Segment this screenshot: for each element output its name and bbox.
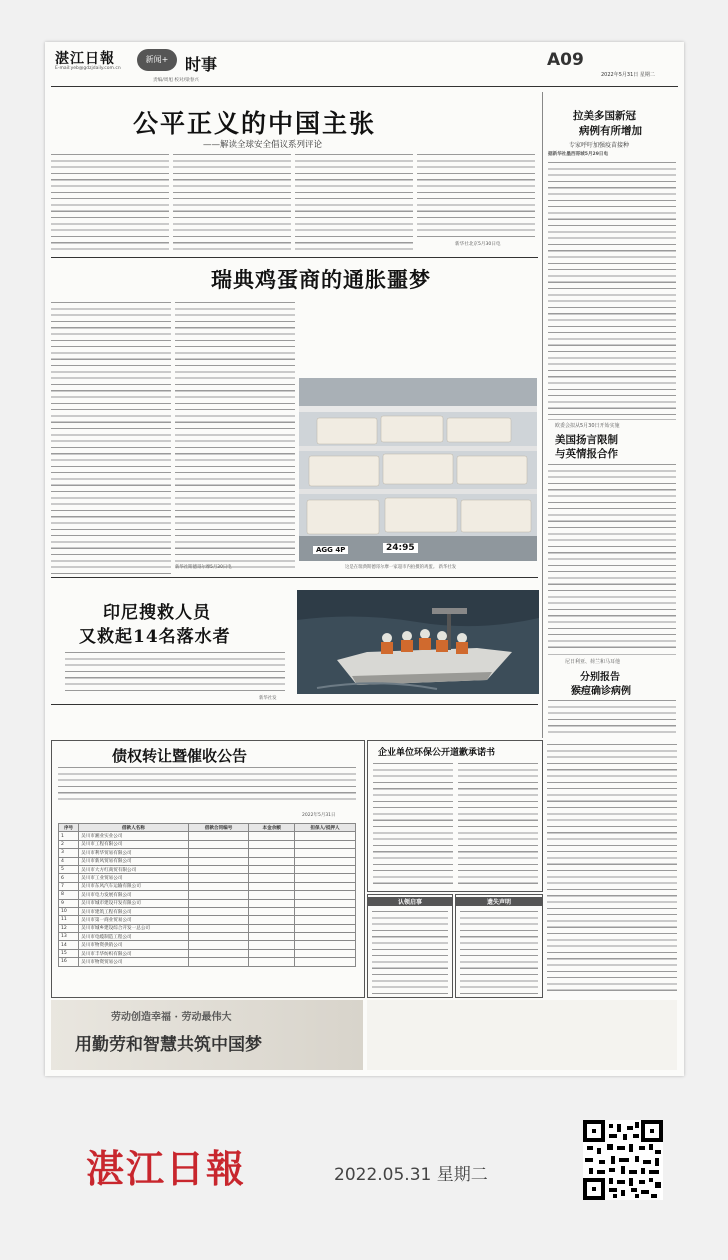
right-story3-title-2: 猴痘确诊病例 <box>571 686 631 697</box>
egg-photo-caption: 这是在瑞典斯德哥尔摩一家超市内拍摄的鸡蛋。 新华社发 <box>345 565 457 570</box>
lost-notice-body <box>460 909 538 995</box>
table-cell: 吴川市工程有限公司 <box>79 840 189 848</box>
table-cell: 8 <box>59 891 79 899</box>
indonesia-title-1: 印尼搜救人员 <box>103 603 211 623</box>
sweden-body-col1 <box>51 300 171 576</box>
table-cell: 9 <box>59 899 79 907</box>
env-notice-col2 <box>458 761 538 886</box>
right-story1-lead: 据新华社墨西哥城5月29日电 <box>548 152 609 157</box>
table-cell <box>249 899 295 907</box>
table-row <box>59 941 356 949</box>
right-story1-body <box>548 160 676 415</box>
table-cell <box>295 832 356 840</box>
table-cell: 吴川市物资贸易公司 <box>79 958 189 966</box>
table-cell <box>249 882 295 890</box>
right-story2-kicker: 欧委会拟从5月30日开始实施 <box>555 423 620 429</box>
lead-subtitle: ——解读全球安全倡议系列评论 <box>203 140 323 150</box>
claim-notice-title: 认领启事 <box>368 897 452 906</box>
debt-notice-body <box>58 765 356 805</box>
price-tag-left: AGG 4P <box>313 546 348 554</box>
table-cell <box>188 857 249 865</box>
newspaper-page <box>45 42 684 1076</box>
sweden-bottom-rule <box>51 577 538 578</box>
col-header: 借款合同编号 <box>188 824 249 832</box>
table-row <box>59 933 356 941</box>
table-cell <box>249 941 295 949</box>
table-cell: 6 <box>59 874 79 882</box>
price-tag-right: 24:95 <box>383 543 418 553</box>
lead-body-col3 <box>295 152 413 252</box>
right-story3-rule <box>548 654 676 655</box>
masthead: 湛江日報 <box>55 51 115 67</box>
table-cell: 吴川市新风贸易有限公司 <box>79 857 189 865</box>
table-cell: 吴川市建筑工程有限公司 <box>79 907 189 915</box>
table-cell <box>188 849 249 857</box>
table-cell: 吴川市电力发展有限公司 <box>79 891 189 899</box>
table-row <box>59 865 356 873</box>
lead-title: 公平正义的中国主张 <box>133 109 377 138</box>
lost-notice-title: 遗失声明 <box>456 897 542 906</box>
table-cell <box>249 832 295 840</box>
debt-notice-date: 2022年5月31日 <box>302 813 336 818</box>
lead-body-col4 <box>417 152 535 238</box>
table-cell <box>249 924 295 932</box>
table-cell <box>188 933 249 941</box>
table-cell: 吴川市第一商业贸易公司 <box>79 916 189 924</box>
right-story2-rule <box>548 419 676 420</box>
table-cell <box>249 958 295 966</box>
claim-notice-box <box>367 894 453 998</box>
header-email: E-mail:yeb@gdzjdaily.com.cn <box>55 66 121 71</box>
table-cell: 吴川市工业贸易公司 <box>79 874 189 882</box>
col-header: 本金余额 <box>249 824 295 832</box>
table-cell <box>295 899 356 907</box>
claim-notice-body <box>372 909 448 995</box>
table-cell <box>249 857 295 865</box>
table-cell <box>249 865 295 873</box>
table-row <box>59 916 356 924</box>
table-cell: 13 <box>59 933 79 941</box>
footer-logo: 湛江日報 <box>86 1146 247 1191</box>
table-row <box>59 924 356 932</box>
table-cell <box>295 958 356 966</box>
table-row <box>59 874 356 882</box>
table-row <box>59 849 356 857</box>
table-cell <box>249 874 295 882</box>
table-cell: 11 <box>59 916 79 924</box>
right-story2-title-1: 美国扬言限制 <box>555 434 618 446</box>
env-notice-title: 企业单位环保公开道歉承诺书 <box>378 748 496 758</box>
env-notice-col1 <box>373 761 453 886</box>
table-cell <box>295 907 356 915</box>
header-rule <box>51 86 678 87</box>
table-cell: 吴川市大方红商贸有限公司 <box>79 865 189 873</box>
table-row <box>59 857 356 865</box>
qr-code-graphic <box>583 1120 663 1200</box>
table-cell: 1 <box>59 832 79 840</box>
table-cell: 吴川市丰华纺织有限公司 <box>79 949 189 957</box>
table-cell <box>295 941 356 949</box>
right-story3-title-1: 分别报告 <box>580 672 620 683</box>
right-column-divider <box>542 92 543 738</box>
table-cell: 3 <box>59 849 79 857</box>
rescue-boat-photo <box>297 590 539 694</box>
header-date: 2022年5月31日 星期二 <box>601 72 655 78</box>
table-cell: 吴川市电缆制造工程公司 <box>79 933 189 941</box>
table-row <box>59 949 356 957</box>
sweden-byline: 新华社斯德哥尔摩5月30日电 <box>175 565 232 570</box>
table-cell: 吴川市东风汽车运输有限公司 <box>79 882 189 890</box>
table-cell <box>188 941 249 949</box>
table-cell: 14 <box>59 941 79 949</box>
table-cell <box>295 840 356 848</box>
right-story3-body <box>548 698 676 736</box>
footer-ad-blank <box>367 1000 677 1070</box>
table-cell: 吴川市湘业实业公司 <box>79 832 189 840</box>
lead-byline: 新华社北京5月30日电 <box>455 242 501 247</box>
table-cell <box>295 949 356 957</box>
table-cell: 15 <box>59 949 79 957</box>
table-cell <box>249 916 295 924</box>
header-editors: 责编/周旭 校对/梁春兴 <box>153 78 199 83</box>
table-cell <box>249 907 295 915</box>
table-row <box>59 899 356 907</box>
col-header: 借款人名称 <box>79 824 189 832</box>
table-cell <box>295 865 356 873</box>
table-cell: 7 <box>59 882 79 890</box>
egg-shelf-illustration <box>299 378 537 561</box>
table-cell: 吴川市城乡建设综合开发一总公司 <box>79 924 189 932</box>
lost-notice-box <box>455 894 543 998</box>
table-row <box>59 907 356 915</box>
table-cell <box>188 907 249 915</box>
table-cell <box>295 857 356 865</box>
table-cell <box>295 882 356 890</box>
right-story1-kicker: 专家呼吁加强疫苗接种 <box>569 142 630 149</box>
right-story2-title-2: 与英情报合作 <box>555 448 618 460</box>
table-cell <box>188 899 249 907</box>
sweden-title: 瑞典鸡蛋商的通胀噩梦 <box>211 267 431 292</box>
table-cell: 16 <box>59 958 79 966</box>
table-cell <box>188 840 249 848</box>
table-cell <box>295 891 356 899</box>
section-title: 时事 <box>185 55 218 74</box>
debt-notice-box <box>51 740 365 998</box>
table-cell: 吴川市城市建设开发有限公司 <box>79 899 189 907</box>
table-row <box>59 958 356 966</box>
table-cell: 10 <box>59 907 79 915</box>
table-cell <box>295 849 356 857</box>
col-header: 担保人/抵押人 <box>295 824 356 832</box>
footer-date: 2022.05.31 星期二 <box>334 1165 488 1185</box>
indonesia-body <box>65 650 285 694</box>
table-cell <box>249 840 295 848</box>
page-number: A09 <box>547 50 584 70</box>
egg-shelf-photo <box>299 378 537 561</box>
table-cell <box>188 958 249 966</box>
table-cell: 5 <box>59 865 79 873</box>
table-cell <box>249 949 295 957</box>
table-cell <box>249 933 295 941</box>
table-row <box>59 832 356 840</box>
sweden-body-col2 <box>175 300 295 572</box>
env-notice-box <box>367 740 543 892</box>
lead-body-col1 <box>51 152 169 252</box>
indonesia-byline: 新华社发 <box>259 696 277 701</box>
lead-body-col2 <box>173 152 291 252</box>
table-cell: 4 <box>59 857 79 865</box>
table-cell: 吴川市物资供销公司 <box>79 941 189 949</box>
channel-badge-label: 新闻+ <box>145 55 169 64</box>
slogan-line-1: 劳动创造幸福 · 劳动最伟大 <box>111 1012 232 1023</box>
table-cell <box>188 865 249 873</box>
rescue-boat-illustration <box>297 590 539 694</box>
debt-table-header <box>59 824 356 832</box>
table-row <box>59 891 356 899</box>
right-story1-title-2: 病例有所增加 <box>579 125 642 137</box>
table-row <box>59 882 356 890</box>
table-cell <box>295 933 356 941</box>
right-story3-kicker: 尼日利亚、荷兰和马耳他 <box>565 659 621 665</box>
table-cell <box>188 924 249 932</box>
col-header: 序号 <box>59 824 79 832</box>
table-cell <box>295 874 356 882</box>
channel-badge <box>137 49 177 71</box>
debt-table <box>58 823 356 967</box>
table-cell <box>249 849 295 857</box>
lead-bottom-rule <box>51 257 538 258</box>
table-cell: 吴川市利华贸易有限公司 <box>79 849 189 857</box>
right-story2-body <box>548 462 676 652</box>
table-cell <box>188 882 249 890</box>
table-cell <box>188 891 249 899</box>
slogan-line-2: 用勤劳和智慧共筑中国梦 <box>75 1035 262 1055</box>
table-row <box>59 840 356 848</box>
debt-notice-title: 债权转让暨催收公告 <box>112 747 248 765</box>
slogan-banner <box>51 1000 363 1070</box>
table-cell <box>188 916 249 924</box>
table-cell <box>249 891 295 899</box>
indonesia-bottom-rule <box>51 704 538 705</box>
qr-code <box>583 1120 663 1200</box>
table-cell <box>188 832 249 840</box>
table-cell: 2 <box>59 840 79 848</box>
table-cell: 12 <box>59 924 79 932</box>
indonesia-title-2: 又救起14名落水者 <box>79 627 231 647</box>
table-cell <box>188 949 249 957</box>
table-cell <box>295 916 356 924</box>
table-cell <box>295 924 356 932</box>
right-story1-title-1: 拉美多国新冠 <box>573 110 636 122</box>
right-notices-col <box>547 742 677 994</box>
table-cell <box>188 874 249 882</box>
